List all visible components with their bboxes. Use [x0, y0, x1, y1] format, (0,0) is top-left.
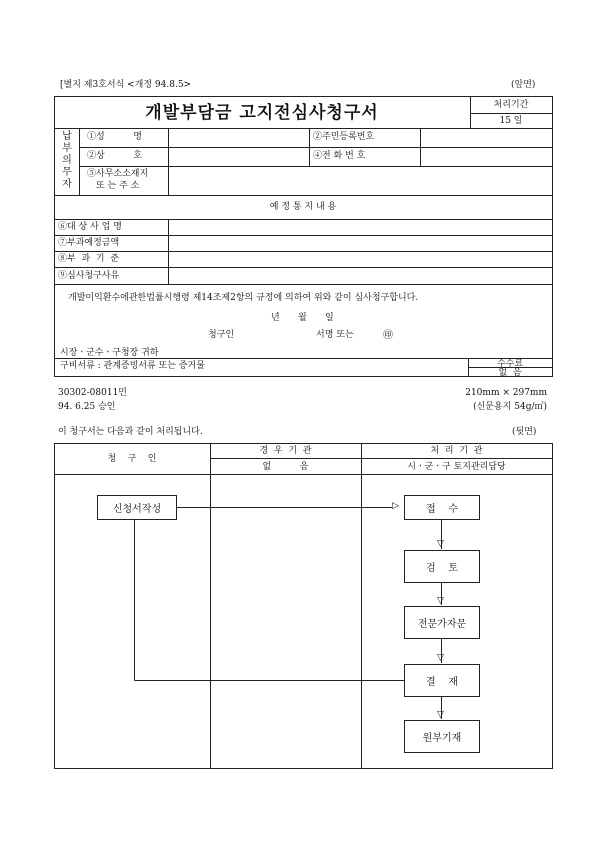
request-statement: 개발이익환수에관한법률시행령 제14조제2항의 규정에 의하여 위와 같이 심사청구합니다.	[68, 293, 419, 303]
attachments-label: 구비서류 : 관계증빙서류 또는 증거물	[60, 361, 205, 371]
date-month: 월	[298, 313, 307, 323]
step-decision	[404, 664, 480, 697]
name-field[interactable]	[170, 130, 308, 146]
step-expert-advice	[404, 606, 480, 639]
name-label: ①성 명	[87, 132, 142, 142]
obligor-label: 납부의무자	[62, 131, 72, 190]
sign-label: 서명 또는	[316, 330, 354, 340]
process-intro: 이 청구서는 다음과 같이 처리됩니다.	[58, 427, 203, 437]
col-processing-agency-header: 처 리 기 관	[430, 446, 483, 456]
step-apply	[97, 495, 177, 520]
arrow-down-icon: ▽	[437, 710, 444, 720]
arrow-down-icon: ▽	[437, 539, 444, 549]
project-name-label: ⑥대 상 사 업 명	[58, 222, 122, 232]
trade-name-label: ②상 호	[87, 151, 142, 161]
col-processing-agency-value: 시ㆍ군ㆍ구 토지관리담당	[407, 462, 506, 472]
approval-date: 94. 6.25 승인	[58, 402, 116, 412]
col-applicant-header: 청 구 인	[107, 454, 157, 464]
review-reason-label: ⑨심사청구사유	[58, 271, 120, 281]
step-receive	[404, 495, 480, 520]
processing-period-label: 처리기간	[493, 100, 529, 110]
fee-label: 수수료	[496, 359, 524, 369]
step-expert-advice-label: 전문가자문	[417, 619, 467, 630]
planned-amount-label: ⑦부과예정금액	[58, 238, 120, 248]
step-decision-label: 결 재	[425, 677, 459, 688]
arrow-down-icon: ▽	[437, 653, 444, 663]
levy-basis-label: ⑧부 과 기 준	[58, 254, 119, 264]
paper-spec: (신문용지 54g/㎡)	[473, 402, 547, 412]
review-reason-field[interactable]	[170, 269, 551, 283]
phone-label: ④전 화 번 호	[313, 151, 366, 161]
trade-name-field[interactable]	[170, 149, 308, 165]
form-title: 개발부담금 고지전심사청구서	[145, 103, 379, 123]
col-via-agency-value: 없 음	[262, 462, 309, 472]
address-field[interactable]	[170, 168, 551, 194]
addressee: 시장ㆍ군수ㆍ구청장 귀하	[60, 348, 159, 358]
col-via-agency-header: 경 우 기 관	[259, 446, 312, 456]
front-side-label: (앞면)	[511, 80, 536, 90]
step-ledger-entry	[404, 720, 480, 753]
arrow-down-icon: ▽	[437, 596, 444, 606]
paper-size: 210mm × 297mm	[465, 388, 547, 398]
phone-field[interactable]	[422, 149, 551, 165]
step-apply-label: 신청서작성	[112, 504, 162, 515]
step-review	[404, 550, 480, 583]
form-code: 30302-08011민	[58, 388, 127, 398]
planned-amount-field[interactable]	[170, 237, 551, 250]
arrow-right-icon: ▷	[392, 501, 399, 511]
back-side-label: (뒷면)	[512, 427, 537, 437]
registration-number-field[interactable]	[422, 130, 551, 146]
step-ledger-entry-label: 원부기재	[422, 733, 462, 744]
project-name-field[interactable]	[170, 221, 551, 234]
fee-value: 없 음	[498, 368, 522, 378]
levy-basis-field[interactable]	[170, 253, 551, 266]
applicant-label: 청구인	[208, 330, 235, 340]
date-day: 일	[325, 313, 334, 323]
form-number: [별지 제3호서식 <개정 94.8.5>	[60, 80, 192, 90]
registration-number-label: ②주민등록번호	[313, 132, 375, 142]
seal-mark: ㊞	[383, 330, 393, 341]
step-receive-label: 접 수	[425, 504, 459, 515]
date-year: 년	[271, 313, 280, 323]
address-label-line2: 또 는 주 소	[96, 181, 140, 191]
step-review-label: 검 토	[425, 563, 459, 574]
address-label-line1: ⑤사무소소재지	[87, 169, 149, 179]
notice-heading: 예 정 통 지 내 용	[269, 202, 337, 212]
processing-period-value: 15 일	[499, 116, 523, 126]
